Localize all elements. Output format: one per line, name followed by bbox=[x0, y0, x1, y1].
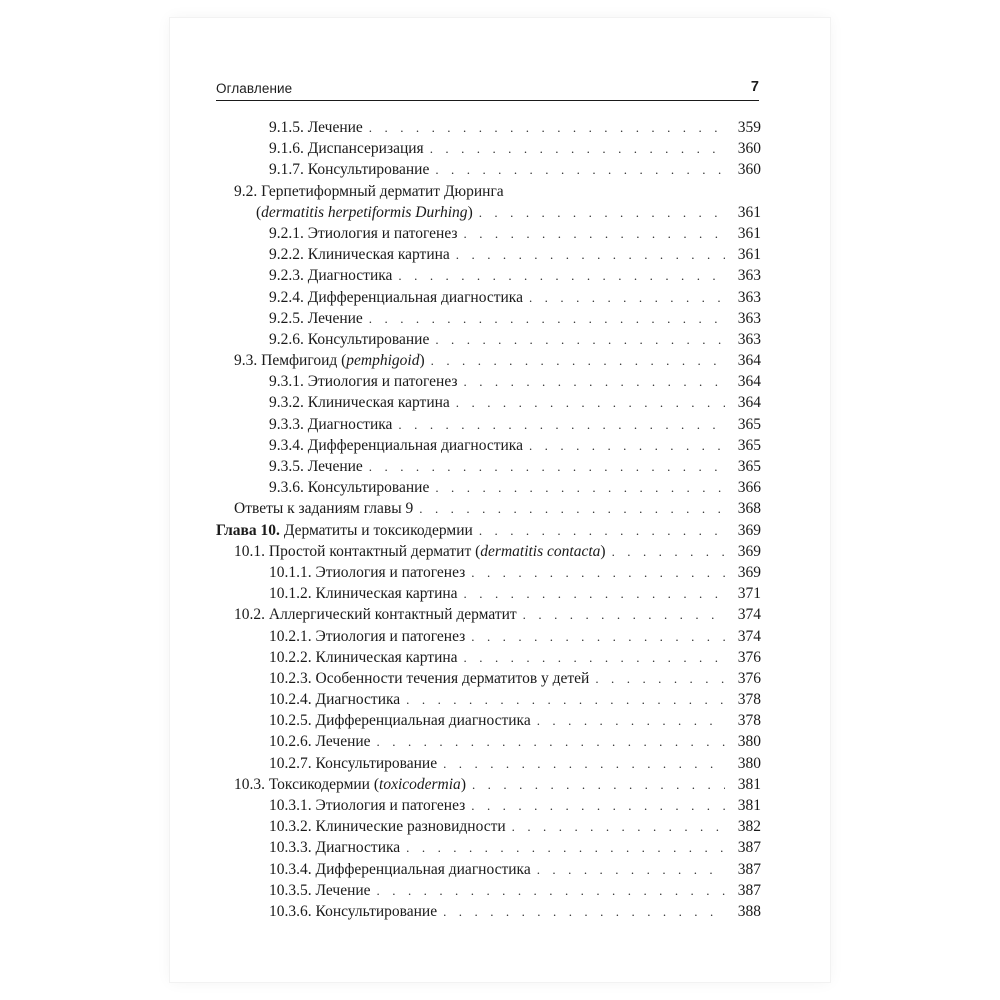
dot-leader bbox=[529, 287, 725, 308]
toc-entry-title bbox=[269, 880, 371, 901]
toc-entry-number: 10.1. bbox=[234, 542, 265, 560]
dot-leader bbox=[464, 647, 725, 668]
dot-leader bbox=[435, 329, 725, 350]
toc-entry bbox=[216, 435, 761, 456]
toc-entry-title bbox=[269, 435, 523, 456]
toc-entry-title bbox=[234, 604, 517, 625]
toc-page-number: 382 bbox=[737, 818, 761, 836]
toc-page-number: 366 bbox=[737, 479, 761, 497]
toc-entry-title bbox=[269, 710, 531, 731]
toc-entry-title bbox=[269, 456, 363, 477]
toc-page-number: 374 bbox=[737, 606, 761, 624]
toc-entry-text: Токсикодермии ( bbox=[268, 775, 380, 793]
toc-entry-text: Этиология и патогенез bbox=[307, 224, 458, 242]
toc-entry-latin-term: dermatitis herpetiformis Durhing bbox=[261, 203, 468, 221]
dot-leader bbox=[398, 265, 725, 286]
toc-entry-text: Лечение bbox=[307, 119, 363, 136]
toc-entry-number: 9.3.5. bbox=[269, 458, 304, 475]
toc-entry-title bbox=[269, 795, 465, 816]
toc-entry-text: Особенности течения дерматитов у детей bbox=[315, 669, 590, 687]
toc-entry-title bbox=[269, 477, 429, 498]
dot-leader bbox=[537, 859, 725, 880]
dot-leader bbox=[456, 392, 725, 413]
toc-entry bbox=[216, 604, 761, 625]
toc-entry-text: Дерматиты и токсикодермии bbox=[283, 521, 473, 539]
running-header bbox=[216, 78, 759, 101]
toc-entry bbox=[216, 456, 761, 477]
dot-leader bbox=[471, 795, 725, 816]
toc-entry bbox=[216, 117, 761, 138]
dot-leader bbox=[443, 901, 725, 922]
dot-leader bbox=[471, 562, 725, 583]
toc-entry bbox=[216, 583, 761, 604]
toc-entry bbox=[216, 774, 761, 795]
toc-entry bbox=[216, 816, 761, 837]
toc-page-number: 381 bbox=[737, 775, 761, 793]
toc-entry-text: Дифференциальная диагностика bbox=[315, 712, 531, 730]
toc-entry-title bbox=[234, 181, 504, 202]
toc-entry-title bbox=[269, 159, 429, 180]
toc-page-number: 364 bbox=[737, 352, 761, 370]
toc-entry-title bbox=[269, 816, 506, 837]
toc-entry bbox=[216, 689, 761, 710]
toc-page-number: 363 bbox=[737, 309, 761, 327]
toc-entry-title bbox=[256, 202, 473, 223]
toc-entry bbox=[216, 244, 761, 265]
toc-page-number: 359 bbox=[737, 119, 761, 136]
toc-page-number: 360 bbox=[737, 161, 761, 179]
toc-entry bbox=[216, 901, 761, 922]
toc-page-number: 369 bbox=[737, 542, 761, 560]
toc-entry-number: 9.1.6. bbox=[269, 140, 304, 158]
dot-leader bbox=[464, 223, 725, 244]
toc-entry-text-end: ) bbox=[419, 352, 425, 370]
toc-entry bbox=[216, 562, 761, 583]
toc-entry-title bbox=[269, 371, 458, 392]
toc-entry-latin-term: dermatitis contacta bbox=[480, 542, 601, 560]
toc-entry bbox=[216, 498, 761, 519]
toc-entry-title bbox=[269, 265, 392, 286]
dot-leader bbox=[479, 202, 725, 223]
toc-page-number: 365 bbox=[737, 436, 761, 454]
toc-page-number: 376 bbox=[737, 669, 761, 687]
toc-entry-title bbox=[234, 774, 466, 795]
toc-entry-text: Лечение bbox=[315, 733, 371, 751]
dot-leader bbox=[435, 477, 725, 498]
toc-entry-number: Глава 10. bbox=[216, 521, 280, 539]
page-number: 7 bbox=[750, 79, 759, 95]
toc-entry-title bbox=[269, 731, 371, 752]
toc-entry-title bbox=[269, 583, 458, 604]
toc-entry-number: 10.1.1. bbox=[269, 563, 312, 581]
table-of-contents bbox=[216, 117, 761, 922]
toc-entry-number: 9.3.3. bbox=[269, 415, 304, 433]
toc-entry-number: 10.2.5. bbox=[269, 712, 312, 730]
toc-entry-text: Консультирование bbox=[307, 330, 430, 348]
toc-entry-number: 9.3. bbox=[234, 352, 258, 370]
toc-entry-number: 9.2.2. bbox=[269, 246, 304, 264]
toc-page-number: 374 bbox=[737, 627, 761, 645]
toc-entry-number: 10.3.5. bbox=[269, 881, 312, 899]
toc-entry bbox=[216, 731, 761, 752]
toc-entry-number: 9.1.7. bbox=[269, 161, 304, 179]
toc-entry-text: Диспансеризация bbox=[307, 140, 424, 158]
dot-leader bbox=[537, 710, 725, 731]
toc-page-number: 381 bbox=[737, 797, 761, 814]
dot-leader bbox=[523, 604, 725, 625]
toc-entry-text: Лечение bbox=[307, 309, 363, 327]
toc-entry-number: 9.3.6. bbox=[269, 479, 304, 497]
toc-page-number: 387 bbox=[737, 839, 761, 857]
toc-page-number: 371 bbox=[737, 585, 761, 603]
toc-entry-text: Ответы к заданиям главы 9 bbox=[234, 500, 414, 518]
dot-leader bbox=[406, 837, 725, 858]
toc-page-number: 376 bbox=[737, 648, 761, 666]
dot-leader bbox=[529, 435, 725, 456]
toc-entry bbox=[216, 520, 761, 541]
toc-entry-text: Консультирование bbox=[315, 754, 438, 772]
toc-entry-title bbox=[234, 350, 425, 371]
toc-page-number: 360 bbox=[737, 140, 761, 158]
dot-leader bbox=[456, 244, 725, 265]
toc-entry-number: 10.3.1. bbox=[269, 797, 312, 814]
toc-entry-title bbox=[269, 223, 458, 244]
dot-leader bbox=[369, 308, 725, 329]
toc-page-number: 369 bbox=[737, 521, 761, 539]
toc-entry bbox=[216, 287, 761, 308]
toc-entry-number: 10.3. bbox=[234, 775, 265, 793]
toc-entry-text: Лечение bbox=[315, 881, 371, 899]
toc-entry-title bbox=[234, 498, 413, 519]
toc-entry-number: 10.2.1. bbox=[269, 627, 312, 645]
dot-leader bbox=[369, 456, 725, 477]
toc-entry-title bbox=[269, 138, 424, 159]
toc-entry-title bbox=[216, 520, 473, 541]
toc-entry-number: 10.3.4. bbox=[269, 860, 312, 878]
toc-entry-text: Клиническая картина bbox=[315, 648, 458, 666]
toc-entry-title bbox=[269, 647, 458, 668]
toc-entry-text-end: ) bbox=[600, 542, 606, 560]
toc-entry-number: 10.2.7. bbox=[269, 754, 312, 772]
toc-entry-text: Консультирование bbox=[307, 161, 430, 179]
toc-entry-number: 10.2.6. bbox=[269, 733, 312, 751]
toc-page-number: 364 bbox=[737, 394, 761, 412]
toc-page-number: 363 bbox=[737, 267, 761, 285]
toc-entry-number: 9.3.1. bbox=[269, 373, 304, 391]
toc-entry-text: Клиническая картина bbox=[307, 246, 450, 264]
toc-page-number: 380 bbox=[737, 754, 761, 772]
dot-leader bbox=[479, 520, 725, 541]
toc-entry-number: 10.2.4. bbox=[269, 691, 312, 709]
dot-leader bbox=[512, 816, 725, 837]
toc-entry bbox=[216, 308, 761, 329]
running-title: Оглавление bbox=[216, 81, 293, 96]
toc-entry-text-end: ) bbox=[460, 775, 466, 793]
toc-entry-text: ( bbox=[256, 203, 262, 221]
toc-entry-text: Лечение bbox=[307, 458, 363, 475]
toc-entry-title bbox=[269, 626, 465, 647]
toc-entry-number: 10.2. bbox=[234, 606, 265, 624]
toc-entry-number: 9.2.4. bbox=[269, 288, 304, 306]
toc-page-number: 363 bbox=[737, 330, 761, 348]
toc-entry bbox=[216, 265, 761, 286]
dot-leader bbox=[595, 668, 725, 689]
toc-entry-text: Простой контактный дерматит ( bbox=[268, 542, 481, 560]
toc-entry-text: Аллергический контактный дерматит bbox=[268, 606, 517, 624]
dot-leader bbox=[406, 689, 725, 710]
toc-entry-title bbox=[269, 287, 523, 308]
toc-entry bbox=[216, 668, 761, 689]
toc-entry-title bbox=[269, 392, 450, 413]
dot-leader bbox=[435, 159, 725, 180]
toc-entry-text-end: ) bbox=[467, 203, 473, 221]
toc-entry-title bbox=[269, 859, 531, 880]
toc-entry bbox=[216, 859, 761, 880]
dot-leader bbox=[419, 498, 725, 519]
toc-page-number: 368 bbox=[737, 500, 761, 518]
toc-entry-title bbox=[269, 901, 437, 922]
toc-page-number: 361 bbox=[737, 246, 761, 264]
toc-entry-latin-term: toxicodermia bbox=[379, 775, 461, 793]
toc-entry bbox=[216, 710, 761, 731]
toc-entry-text: Этиология и патогенез bbox=[315, 797, 466, 814]
toc-entry-number: 9.2.3. bbox=[269, 267, 304, 285]
toc-entry bbox=[216, 880, 761, 901]
toc-entry-title bbox=[234, 541, 606, 562]
toc-entry-number: 10.3.3. bbox=[269, 839, 312, 857]
toc-entry-number: 9.2.1. bbox=[269, 224, 304, 242]
toc-entry-text: Диагностика bbox=[315, 839, 401, 857]
toc-entry bbox=[216, 647, 761, 668]
toc-entry-title bbox=[269, 837, 400, 858]
toc-entry-title bbox=[269, 689, 400, 710]
toc-entry-number: 9.3.2. bbox=[269, 394, 304, 412]
toc-entry-text: Клиническая картина bbox=[307, 394, 450, 412]
toc-entry-text: Диагностика bbox=[307, 415, 393, 433]
toc-entry bbox=[216, 223, 761, 244]
toc-entry bbox=[216, 159, 761, 180]
toc-entry-text: Этиология и патогенез bbox=[307, 373, 458, 391]
toc-entry-number: 10.3.6. bbox=[269, 902, 312, 920]
dot-leader bbox=[377, 880, 725, 901]
toc-entry-number: 10.3.2. bbox=[269, 818, 312, 836]
toc-entry bbox=[216, 837, 761, 858]
toc-entry bbox=[216, 626, 761, 647]
toc-page-number: 369 bbox=[737, 563, 761, 581]
toc-entry-number: 10.1.2. bbox=[269, 585, 312, 603]
toc-entry-text: Консультирование bbox=[307, 479, 430, 497]
toc-entry-text: Этиология и патогенез bbox=[315, 563, 466, 581]
toc-page-number: 363 bbox=[737, 288, 761, 306]
toc-page-number: 365 bbox=[737, 458, 761, 475]
toc-entry bbox=[216, 350, 761, 371]
toc-entry bbox=[216, 795, 761, 816]
toc-page-number: 364 bbox=[737, 373, 761, 391]
toc-page-number: 365 bbox=[737, 415, 761, 433]
dot-leader bbox=[472, 774, 725, 795]
dot-leader bbox=[431, 350, 725, 371]
toc-page-number: 380 bbox=[737, 733, 761, 751]
toc-entry-text: Этиология и патогенез bbox=[315, 627, 466, 645]
toc-page-number: 361 bbox=[737, 224, 761, 242]
toc-entry bbox=[216, 181, 761, 202]
toc-entry-number: 9.3.4. bbox=[269, 436, 304, 454]
dot-leader bbox=[443, 753, 725, 774]
toc-entry-title bbox=[269, 117, 363, 138]
toc-entry-text: Пемфигоид ( bbox=[261, 352, 347, 370]
toc-entry-title bbox=[269, 244, 450, 265]
dot-leader bbox=[430, 138, 725, 159]
toc-entry bbox=[216, 371, 761, 392]
toc-entry-title bbox=[269, 562, 465, 583]
toc-page-number: 378 bbox=[737, 691, 761, 709]
toc-entry-text: Клиническая картина bbox=[315, 585, 458, 603]
dot-leader bbox=[464, 371, 725, 392]
toc-entry-text: Диагностика bbox=[315, 691, 401, 709]
toc-page-number: 387 bbox=[737, 860, 761, 878]
toc-entry bbox=[216, 477, 761, 498]
toc-entry-latin-term: pemphigoid bbox=[346, 352, 420, 370]
toc-page-number: 388 bbox=[737, 902, 761, 920]
dot-leader bbox=[377, 731, 725, 752]
toc-entry-number: 9.2.6. bbox=[269, 330, 304, 348]
toc-page-number: 378 bbox=[737, 712, 761, 730]
toc-entry bbox=[216, 753, 761, 774]
toc-page-number: 361 bbox=[737, 203, 761, 221]
toc-entry-title bbox=[269, 329, 429, 350]
toc-entry bbox=[216, 541, 761, 562]
toc-entry-title bbox=[269, 414, 392, 435]
toc-entry bbox=[216, 392, 761, 413]
dot-leader bbox=[398, 414, 725, 435]
toc-entry bbox=[216, 329, 761, 350]
toc-entry-title bbox=[269, 308, 363, 329]
toc-entry bbox=[216, 138, 761, 159]
toc-entry-text: Клинические разновидности bbox=[315, 818, 506, 836]
toc-entry-text: Дифференциальная диагностика bbox=[315, 860, 531, 878]
toc-entry-text: Дифференциальная диагностика bbox=[307, 436, 523, 454]
dot-leader bbox=[369, 117, 725, 138]
dot-leader bbox=[471, 626, 725, 647]
toc-entry-title bbox=[269, 753, 437, 774]
toc-entry-text: Дифференциальная диагностика bbox=[307, 288, 523, 306]
dot-leader bbox=[464, 583, 725, 604]
toc-entry-number: 9.2.5. bbox=[269, 309, 304, 327]
toc-entry-number: 10.2.2. bbox=[269, 648, 312, 666]
toc-entry-number: 9.1.5. bbox=[269, 119, 304, 136]
toc-entry bbox=[216, 202, 761, 223]
toc-entry-text: Консультирование bbox=[315, 902, 438, 920]
toc-page-number: 387 bbox=[737, 881, 761, 899]
toc-entry-text: Герпетиформный дерматит Дюринга bbox=[261, 182, 504, 200]
toc-entry-number: 10.2.3. bbox=[269, 669, 312, 687]
toc-entry-number: 9.2. bbox=[234, 182, 258, 200]
toc-entry-text: Диагностика bbox=[307, 267, 393, 285]
toc-entry-title bbox=[269, 668, 589, 689]
dot-leader bbox=[612, 541, 725, 562]
toc-entry bbox=[216, 414, 761, 435]
